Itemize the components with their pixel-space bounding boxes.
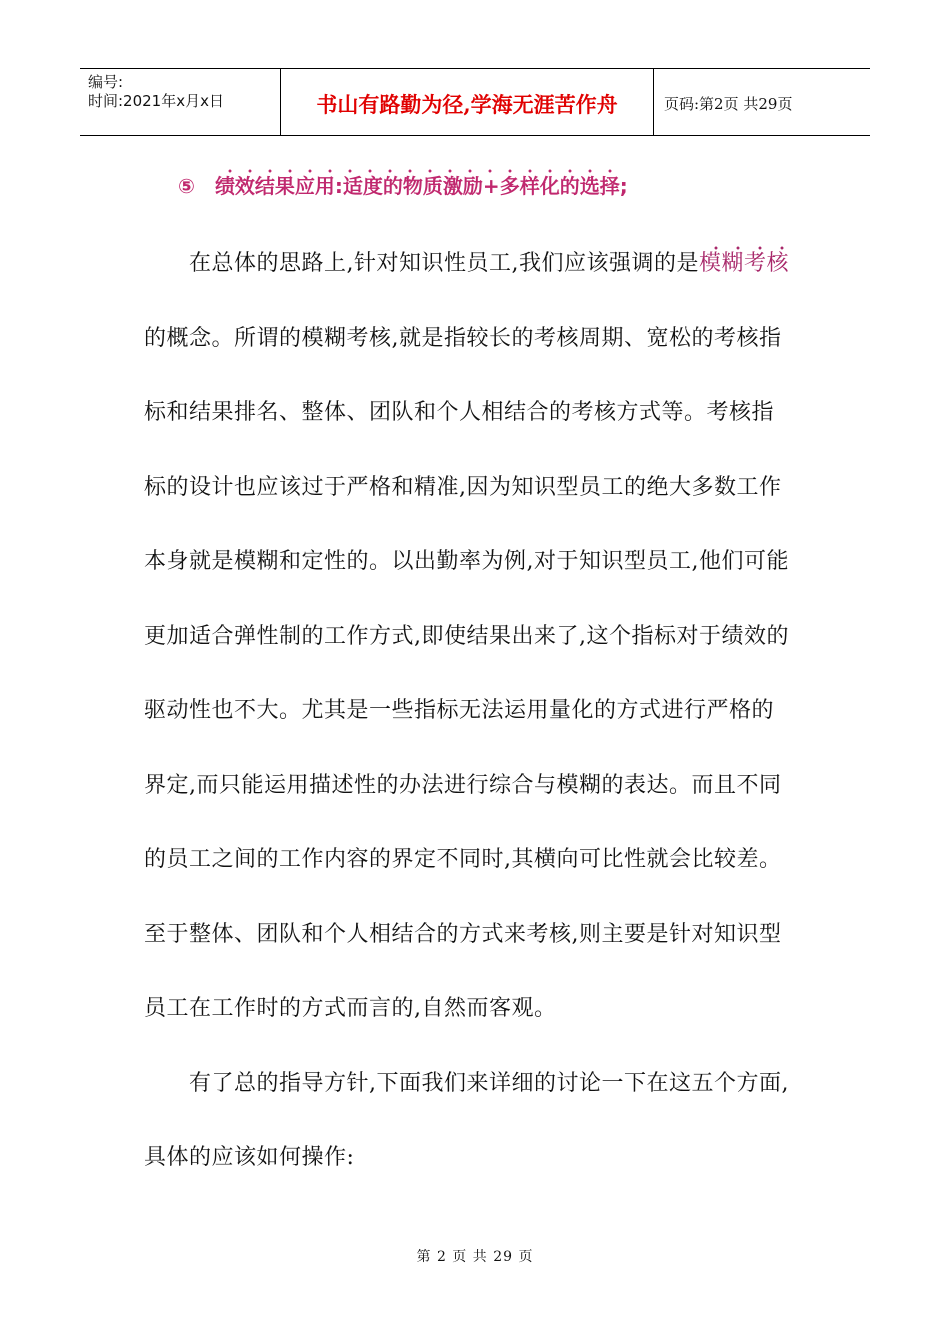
- section-number: ⑤: [178, 174, 195, 198]
- section-heading: [178, 170, 628, 199]
- paragraph-1-after: 的概念。所谓的模糊考核,就是指较长的考核周期、宽松的考核指标和结果排名、整体、团队和个人相结合的考核方式等。考核指标的设计也应该过于严格和精准,因为知识型员工的绝大多数工作本身就是模糊和定性的。以出勤率为例,对于知识型员工,他们可能更加适合弹性制的工作方式,即使结果出来了,这个指标对于绩效的驱动性也不大。尤其是一些指标无法运用量化的方式进行严格的界定,而只能运用描述性的办法进行综合与模糊的表达。而且不同的员工之间的工作内容的界定不同时,其横向可比性就会比较差。至于整体、团队和个人相结合的方式来考核,则主要是针对知识型员工在工作时的方式而言的,自然而客观。: [144, 325, 789, 1021]
- date-label: 时间:2021年x月x日: [88, 92, 224, 110]
- serial-label: 编号:: [88, 73, 124, 91]
- paragraph-2: 有了总的指导方针,下面我们来详细的讨论一下在这五个方面,具体的应该如何操作:: [144, 1070, 789, 1170]
- section-title: 绩效结果应用:适度的物质激励+多样化的选择;: [215, 168, 628, 198]
- page-header: [80, 68, 870, 136]
- body-text: [144, 227, 794, 1196]
- header-meta: [80, 69, 281, 135]
- paragraph-1-before: 在总体的思路上,针对知识性员工,我们应该强调的是: [189, 251, 699, 276]
- header-page-info: 页码:第2页 共29页: [664, 94, 793, 113]
- header-motto: 书山有路勤为径,学海无涯苦作舟: [281, 69, 654, 135]
- paragraph-1: [144, 227, 794, 1047]
- page-footer: 第 2 页 共 29 页: [416, 1249, 534, 1265]
- emphasis-term: 模糊考核: [699, 245, 789, 276]
